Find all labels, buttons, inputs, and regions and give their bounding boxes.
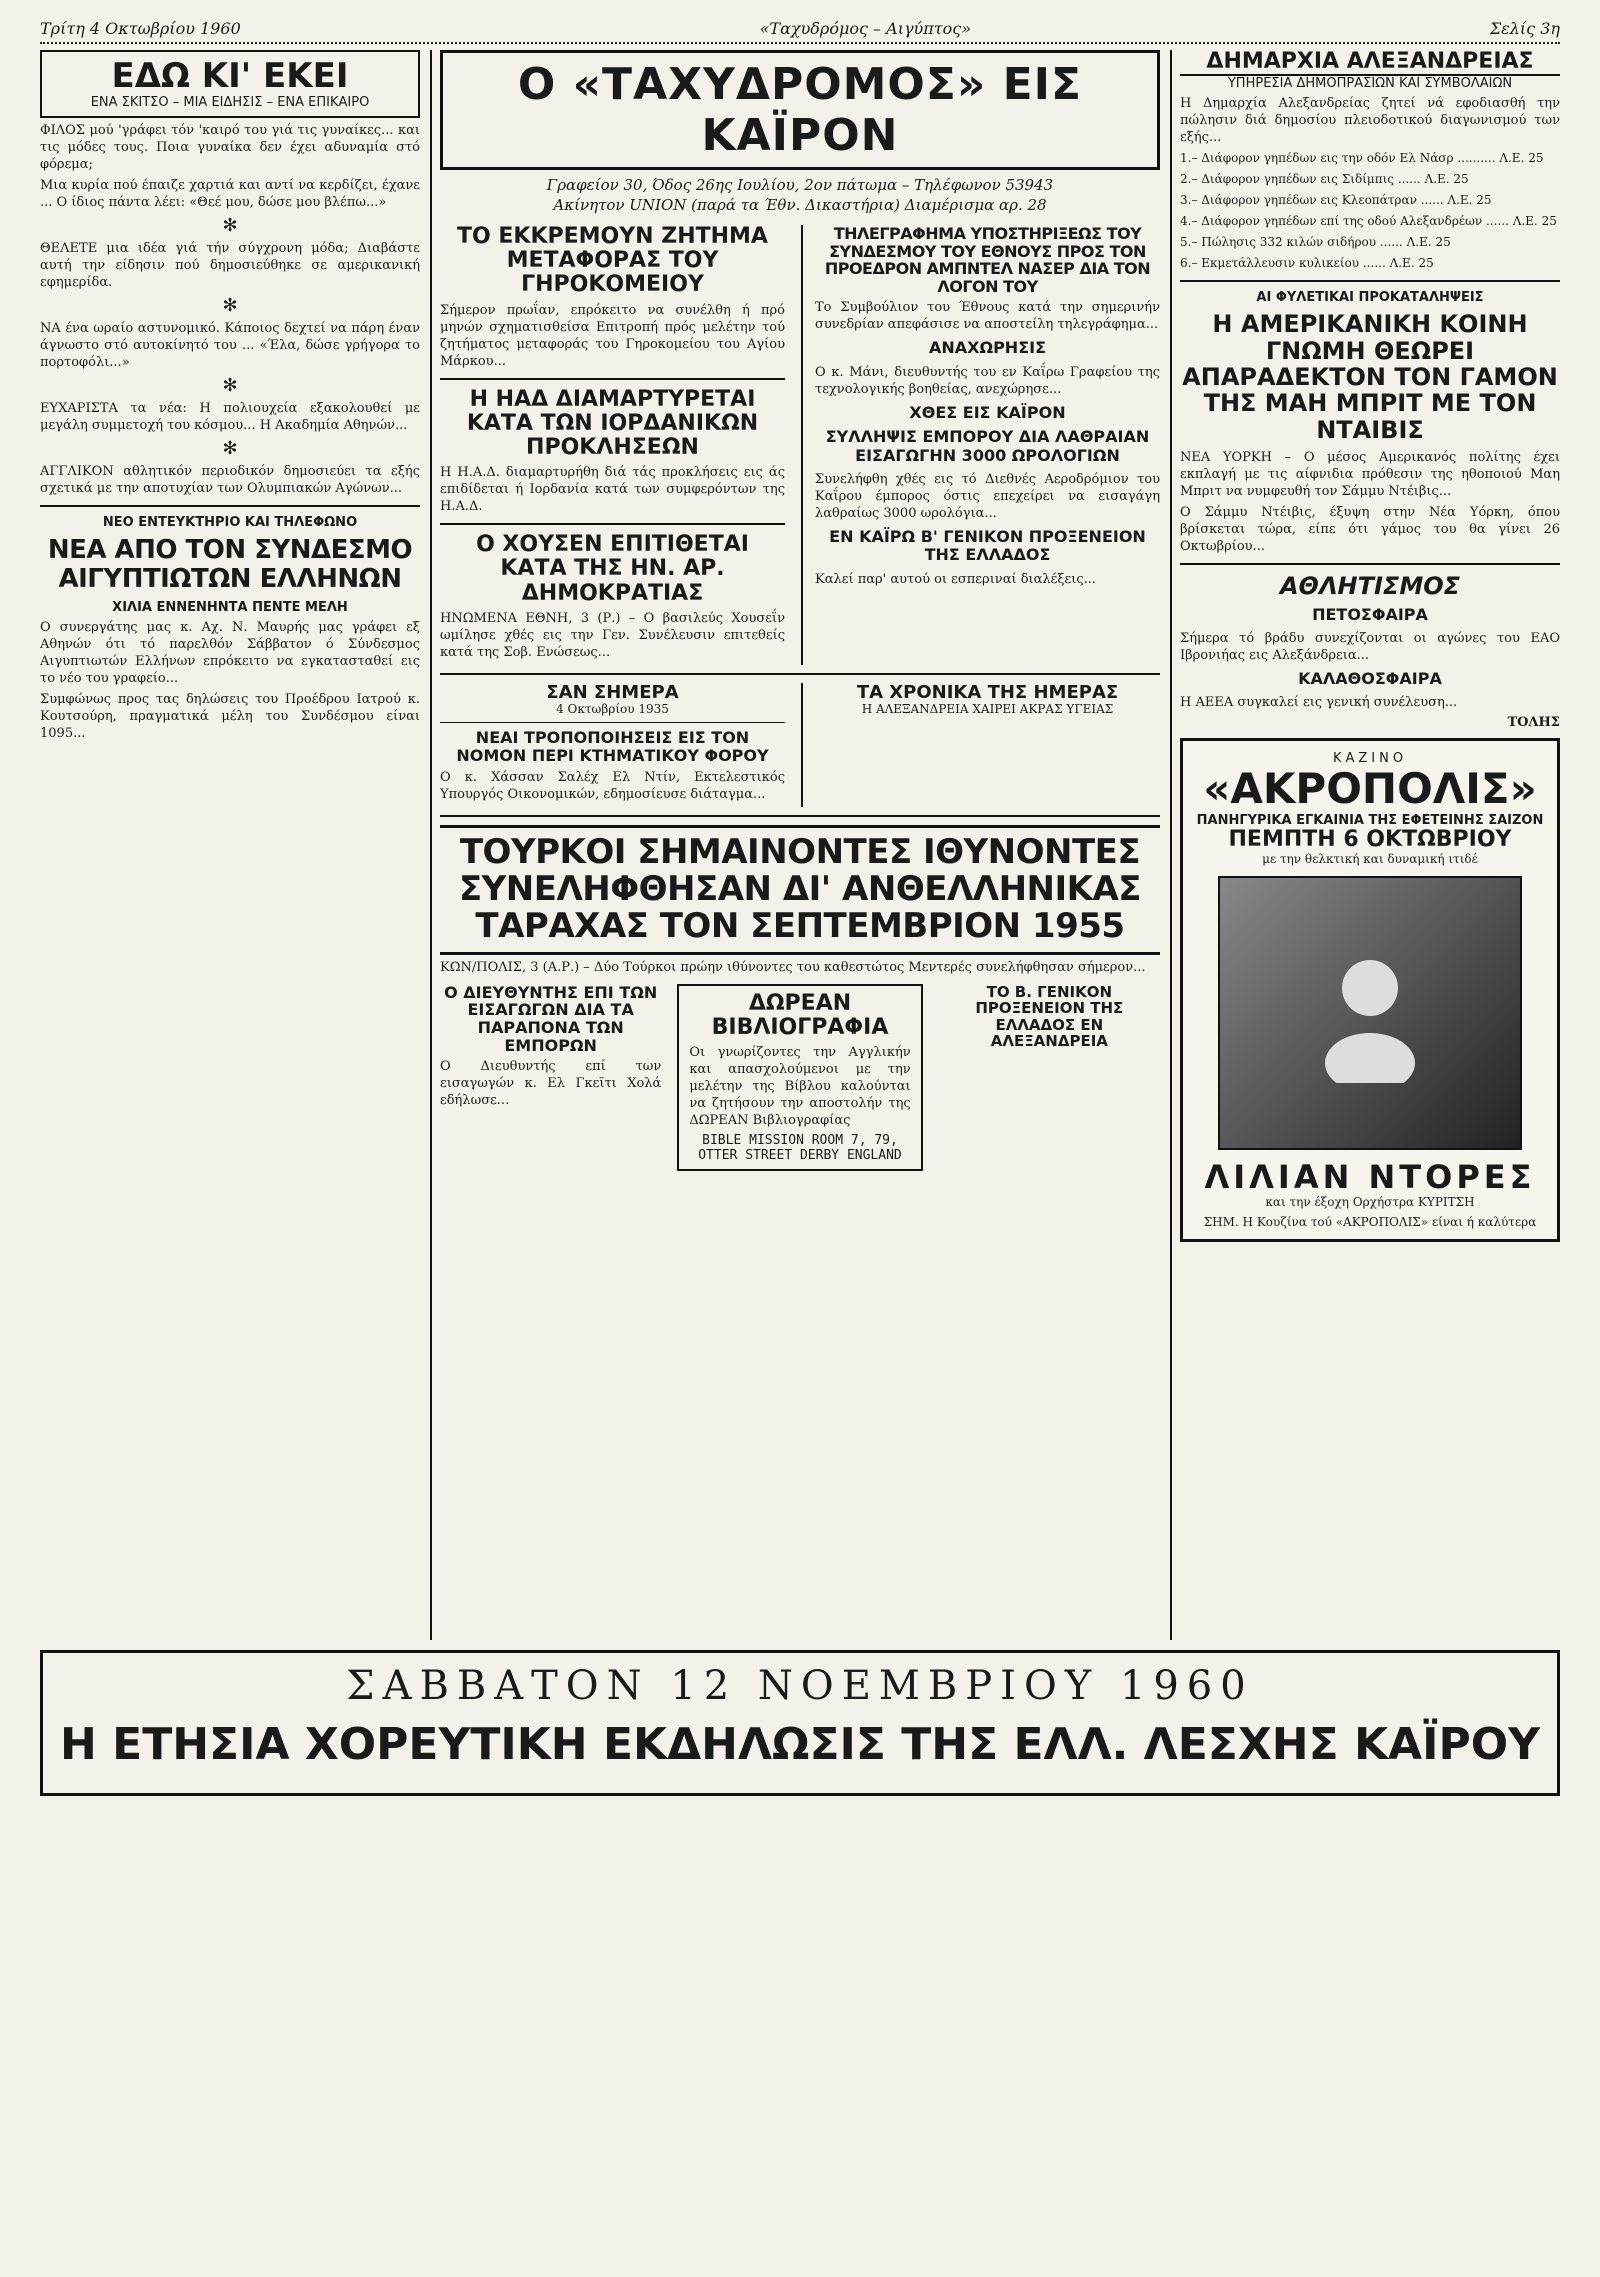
portrait-photo xyxy=(1218,876,1522,1150)
headline: Η ΗΑΔ ΔΙΑΜΑΡΤΥΡΕΤΑΙ ΚΑΤΑ ΤΩΝ ΙΟΡΔΑΝΙΚΩΝ ΠΡΟΚΛΗΣΕΩΝ xyxy=(466,386,759,460)
ad-bible xyxy=(677,984,922,1171)
paragraph: ΚΩΝ/ΠΟΛΙΣ, 3 (Α.Ρ.) – Δύο Τούρκοι πρώην ιθύνοντες του καθεστώτος Μεντερές συνελήφθησαν σήμερον... xyxy=(440,959,1146,975)
list-item: 1.– Διάφορον γηπέδων εις την οδόν Ελ Νάσρ .......... Λ.Ε. 25 xyxy=(1180,151,1544,166)
masthead-address-2: Ακίνητον UNION (παρά τα Έθν. Δικαστήρια) Διαμέρισμα αρ. 28 xyxy=(553,195,1047,214)
date-line: 4 Οκτωβρίου 1935 xyxy=(556,702,669,717)
paragraph: Ο κ. Μάνι, διευθυντής του εν Καΐρω Γραφείου της τεχνολογικής βοηθείας, ανεχώρησε... xyxy=(815,364,1160,397)
list-item: 2.– Διάφορον γηπέδων εις Σιδίμπις ...... Λ.Ε. 25 xyxy=(1180,172,1469,187)
headline: Η ΑΜΕΡΙΚΑΝΙΚΗ ΚΟΙΝΗ ΓΝΩΜΗ ΘΕΩΡΕΙ ΑΠΑΡΑΔΕΚΤΟΝ ΤΟΝ ΓΑΜΟΝ ΤΗΣ ΜΑΗ ΜΠΡΙΤ ΜΕ ΤΟΝ ΝΤΑΙΒΙΣ xyxy=(1182,310,1558,444)
kicker: ΑΙ ΦΥΛΕΤΙΚΑΙ ΠΡΟΚΑΤΑΛΗΨΕΙΣ xyxy=(1256,290,1484,306)
paragraph: ΗΝΩΜΕΝΑ ΕΘΝΗ, 3 (Ρ.) – Ο βασιλεύς Χουσεΐν ωμίλησε χθές εις την Γεν. Συνέλευσιν επιτεθείς κατά της Σοβ. Ενώσεως... xyxy=(440,610,785,660)
ad-note: ΣΗΜ. Η Κουζίνα τού «ΑΚΡΟΠΟΛΙΣ» είναι ή καλύτερα xyxy=(1203,1214,1537,1229)
headline: ΔΗΜΑΡΧΙΑ ΑΛΕΞΑΝΔΡΕΙΑΣ xyxy=(1180,50,1560,76)
signature: ΤΟΛΗΣ xyxy=(1507,715,1560,731)
ad-address: BIBLE MISSION ROOM 7, 79, OTTER STREET DERBY ENGLAND xyxy=(698,1133,902,1164)
ad-title: «ΑΚΡΟΠΟΛΙΣ» xyxy=(1203,764,1537,814)
paragraph: ΑΓΓΛΙΚΟΝ αθλητικόν περιοδικόν δημοσιεύει τα εξής σχετικά με την αποτυχίαν των Ολυμπιακών Αγώνων... xyxy=(40,464,420,497)
headline: ΤΗΛΕΓΡΑΦΗΜΑ ΥΠΟΣΤΗΡΙΞΕΩΣ ΤΟΥ ΣΥΝΔΕΣΜΟΥ ΤΟΥ ΕΘΝΟΥΣ ΠΡΟΣ ΤΟΝ ΠΡΟΕΔΡΟΝ ΑΜΠΝΤΕΛ ΝΑΣΕΡ ΔΙΑ ΤΟΝ ΛΟΓΟΝ ΤΟΥ xyxy=(824,224,1151,296)
headline: ΤΑ ΧΡΟΝΙΚΑ ΤΗΣ ΗΜΕΡΑΣ xyxy=(856,681,1119,703)
column-center xyxy=(440,50,1160,1640)
header-date: Τρίτη 4 Οκτωβρίου 1960 xyxy=(40,18,241,38)
column-left xyxy=(40,50,420,1640)
header-paper: «Ταχυδρόμος – Αιγύπτος» xyxy=(759,18,971,38)
headline: Ο ΧΟΥΣΕΝ ΕΠΙΤΙΘΕΤΑΙ ΚΑΤΑ ΤΗΣ ΗΝ. ΑΡ. ΔΗΜΟΚΡΑΤΙΑΣ xyxy=(476,532,749,606)
article-telegrafima xyxy=(801,225,1160,665)
section-subtitle: ΕΝΑ ΣΚΙΤΣΟ – ΜΙΑ ΕΙΔΗΣΙΣ – ΕΝΑ ΕΠΙΚΑΙΡΟ xyxy=(90,95,370,111)
bottom-banner xyxy=(40,1650,1560,1796)
subheadline: ΚΑΛΑΘΟΣΦΑΙΡΑ xyxy=(1298,668,1442,688)
subheadline: ΠΕΤΟΣΦΑΙΡΑ xyxy=(1312,604,1428,624)
section-edo-ki-ekei xyxy=(40,50,420,118)
paragraph: Καλεί παρ' αυτού οι εσπεριναί διαλέξεις... xyxy=(815,571,1097,587)
auction-list xyxy=(1180,150,1560,272)
ad-casino-acropolis xyxy=(1180,738,1560,1242)
masthead: Ο «ΤΑΧΥΔΡΟΜΟΣ» ΕΙΣ ΚΑΪΡΟΝ xyxy=(440,50,1160,170)
masthead-address: Γραφείον 30, Όδος 26ης Ιουλίου, 2ον πάτωμα – Τηλέφωνον 53943 xyxy=(546,176,1054,194)
paragraph: ΝΑ ένα ωραίο αστυνομικό. Κάποιος δεχτεί να πάρη έναν άγνωστο στό αυτοκίνητό του ... «Έλα, δώσε γρήγορα το πορτοφόλι...» xyxy=(40,321,420,371)
column-rule-1 xyxy=(430,50,432,1640)
ad-star: ΛΙΛΙΑΝ ΝΤΟΡΕΣ xyxy=(1204,1157,1536,1196)
paragraph: Ο συνεργάτης μας κ. Αχ. Ν. Μαυρής μας γράφει εξ Αθηνών ότι τό παρελθόν Σάββατον ό Σύνδεσμος Αιγυπτιωτών Ελλήνων επρόκειτο να εγκατασταθεί εις το νέο του γραφείο... xyxy=(40,619,420,686)
separator-icon: ✻ xyxy=(222,295,238,317)
headline: ΤΟ ΕΚΚΡΕΜΟΥΝ ΖΗΤΗΜΑ ΜΕΤΑΦΟΡΑΣ ΤΟΥ ΓΗΡΟΚΟΜΕΙΟΥ xyxy=(457,224,768,298)
headline: Ο ΔΙΕΥΘΥΝΤΗΣ ΕΠΙ ΤΩΝ ΕΙΣΑΓΩΓΩΝ ΔΙΑ ΤΑ ΠΑΡΑΠΟΝΑ ΤΩΝ ΕΜΠΟΡΩΝ xyxy=(444,982,658,1055)
article-dieuthyntis xyxy=(440,984,661,1171)
paragraph: Σήμερα τό βράδυ συνεχίζονται οι αγώνες του ΕΑΟ Ιβρονιήας εις Αλεξάνδρεια... xyxy=(1180,630,1560,663)
ad-kicker: ΚΑΖΙΝΟ xyxy=(1332,751,1408,767)
mid-articles xyxy=(440,683,1160,807)
ad-line: και την έξοχη Ορχήστρα ΚΥΡΙΤΣΗ xyxy=(1265,1194,1475,1209)
paragraph: Ο Διευθυντής επί των εισαγωγών κ. Ελ Γκεϊτι Χολά εδήλωσε... xyxy=(440,1059,662,1109)
headline: ΝΕΑΙ ΤΡΟΠΟΠΟΙΗΣΕΙΣ ΕΙΣ ΤΟΝ ΝΟΜΟΝ ΠΕΡΙ ΚΤΗΜΑΤΙΚΟΥ ΦΟΡΟΥ xyxy=(456,728,769,766)
headline: ΣΥΛΛΗΨΙΣ ΕΜΠΟΡΟΥ ΔΙΑ ΛΑΘΡΑΙΑΝ ΕΙΣΑΓΩΓΗΝ 3000 ΩΡΟΛΟΓΙΩΝ xyxy=(825,427,1150,465)
separator-icon: ✻ xyxy=(222,375,238,397)
ad-line: ΠΑΝΗΓΥΡΙΚΑ ΕΓΚΑΙΝΙΑ ΤΗΣ ΕΦΕΤΕΙΝΗΣ ΣΑΙΖΟΝ xyxy=(1196,812,1544,828)
paragraph: Ο κ. Χάσσαν Σαλέχ Ελ Ντίν, Εκτελεστικός Υπουργός Οικονομικών, εδημοσίευσε διάταγμα... xyxy=(440,769,785,802)
list-item: 5.– Πώλησις 332 κιλών σιδήρου ...... Λ.Ε. 25 xyxy=(1180,235,1451,250)
paragraph: ΝΕΑ ΥΟΡΚΗ – Ο μέσος Αμερικανός πολίτης έχει εκπλαγή με τις αίφνιδια πρόθεσιν της ηθοποιού Μαη Μπριτ να νυμφευθή τον Σάμμυ Ντέιβις... xyxy=(1180,450,1560,500)
banner-title: Η ΕΤΗΣΙΑ ΧΟΡΕΥΤΙΚΗ ΕΚΔΗΛΩΣΙΣ ΤΗΣ ΕΛΛ. ΛΕΣΧΗΣ ΚΑΪΡΟΥ xyxy=(60,1719,1540,1770)
list-item: 3.– Διάφορον γηπέδων εις Κλεοπάτραν ...... Λ.Ε. 25 xyxy=(1180,193,1492,208)
article-proxeneio-alex xyxy=(939,984,1160,1171)
list-item: 4.– Διάφορον γηπέδων επί της οδού Αλεξανδρέων ...... Λ.Ε. 25 xyxy=(1180,214,1557,229)
separator-icon: ✻ xyxy=(222,215,238,237)
running-header xyxy=(40,14,1560,44)
paragraph: Μια κυρία πού έπαιζε χαρτιά και αντί να κερδίζει, έχανε ... Ο ίδιος πάντα λέει: «Θεέ μου, δώσε μου βλέπω...» xyxy=(40,178,420,211)
list-item: 6.– Εκμετάλλευσιν κυλικείου ...... Λ.Ε. 25 xyxy=(1180,256,1434,271)
headline: ΣΑΝ ΣΗΜΕΡΑ xyxy=(546,681,679,703)
column-right xyxy=(1180,50,1560,1640)
article-kicker: ΝΕΟ ΕΝΤΕΥΚΤΗΡΙΟ ΚΑΙ ΤΗΛΕΦΩΝΟ xyxy=(102,515,358,531)
article-subhead: ΧΙΛΙΑ ΕΝΝΕΝΗΝΤΑ ΠΕΝΤΕ ΜΕΛΗ xyxy=(112,599,348,615)
banner-date: ΣΑΒΒΑΤΟΝ 12 ΝΟΕΜΒΡΙΟΥ 1960 xyxy=(346,1663,1254,1709)
headline: ΑΝΑΧΩΡΗΣΙΣ xyxy=(928,338,1047,358)
headline: ΧΘΕΣ ΕΙΣ ΚΑΪΡΟΝ xyxy=(909,402,1066,422)
headline: ΕΝ ΚΑΪΡΩ Β' ΓΕΝΙΚΟΝ ΠΡΟΞΕΝΕΙΟΝ ΤΗΣ ΕΛΛΑΔΟΣ xyxy=(829,526,1146,565)
bottom-articles xyxy=(440,984,1160,1171)
article-headline: ΝΕΑ ΑΠΟ ΤΟΝ ΣΥΝΔΕΣΜΟ ΑΙΓΥΠΤΙΩΤΩΝ ΕΛΛΗΝΩΝ xyxy=(47,535,413,594)
paragraph: Το Συμβούλιον του Έθνους κατά την σημερινήν συνεδρίαν απεφάσισε να αποστείλη τηλεγράφημα... xyxy=(815,300,1160,333)
header-page: Σελίς 3η xyxy=(1489,18,1560,38)
paragraph: Η Δημαρχία Αλεξανδρείας ζητεί νά εφοδιασθή την πώλησιν διά δημοσίου πλειοδοτικού διαγωνισμού των εξής... xyxy=(1180,96,1560,146)
paragraph: Η ΑΕΕΑ συγκαλεί εις γενική συνέλευση... xyxy=(1180,695,1458,711)
subheadline: Η ΑΛΕΞΑΝΔΡΕΙΑ ΧΑΙΡΕΙ ΑΚΡΑΣ ΥΓΕΙΑΣ xyxy=(861,702,1114,717)
paragraph: Η Η.Α.Δ. διαμαρτυρήθη διά τάς προκλήσεις εις άς επιδίδεται ή Ιορδανία κατά των συμφερόντων της Η.Α.Δ. xyxy=(440,465,785,515)
ad-text: Οι γνωρίζοντες την Αγγλικήν και απασχολούμενοι με την μελέτην της Βίβλου καλούνται να ζητήσουν την αποστολήν της ΔΩΡΕΑΝ Βιβλιογραφίας xyxy=(689,1045,911,1129)
ad-line: ΠΕΜΠΤΗ 6 ΟΚΤΩΒΡΙΟΥ xyxy=(1228,826,1512,852)
top-articles xyxy=(440,225,1160,665)
article-gerokomeio xyxy=(440,225,785,665)
headline: ΤΟ Β. ΓΕΝΙΚΟΝ ΠΡΟΞΕΝΕΙΟΝ ΤΗΣ ΕΛΛΑΔΟΣ ΕΝ ΑΛΕΞΑΝΔΡΕΙΑ xyxy=(975,982,1124,1051)
separator-icon: ✻ xyxy=(222,438,238,460)
section-sport: ΑΘΛΗΤΙΣΜΟΣ xyxy=(1279,572,1460,601)
paragraph: Ο Σάμμυ Ντέιβις, έξυψη στην Νέα Υόρκη, όπου βρίσκεται τώρα, είπε ότι γάμος του θα γίνει 26 Οκτωβρίου... xyxy=(1180,505,1560,555)
ad-title: ΔΩΡΕΑΝ ΒΙΒΛΙΟΓΡΑΦΙΑ xyxy=(711,990,889,1041)
person-icon xyxy=(1310,943,1430,1083)
paragraph: ΕΥΧΑΡΙΣΤΑ τα νέα: Η πολιουχεία εξακολουθεί με μεγάλη συμμετοχή του κόσμου... Η Ακαδημία Αθηνών... xyxy=(40,401,420,434)
main-headline: ΤΟΥΡΚΟΙ ΣΗΜΑΙΝΟΝΤΕΣ ΙΘΥΝΟΝΤΕΣ ΣΥΝΕΛΗΦΘΗΣΑΝ ΔΙ' ΑΝΘΕΛΛΗΝΙΚΑΣ ΤΑΡΑΧΑΣ ΤΟΝ ΣΕΠΤΕΜΒΡΙΟΝ 1955 xyxy=(440,825,1160,955)
section-title: ΕΔΩ ΚΙ' ΕΚΕΙ xyxy=(111,56,349,96)
column-rule-2 xyxy=(1170,50,1172,1640)
article-chronika xyxy=(801,683,1160,807)
paragraph: ΦΙΛΟΣ μού 'γράφει τόν 'καιρό του γιά τις γυναίκες... και τις μόδες τους. Ποια γυναίκα δεν έχει αδυναμία στό φόρεμα; xyxy=(40,123,420,173)
masthead-info xyxy=(440,176,1160,215)
subheadline: ΥΠΗΡΕΣΙΑ ΔΗΜΟΠΡΑΣΙΩΝ ΚΑΙ ΣΥΜΒΟΛΑΙΩΝ xyxy=(1227,76,1513,92)
paragraph: Συμφώνως προς τας δηλώσεις του Προέδρου Ιατρού κ. Κουτσούρη, πραγματικά μέλη του Συνδέσμου είναι 1095... xyxy=(40,691,420,741)
paragraph: Συνελήφθη χθές εις τό Διεθνές Αεροδρόμιον του Καΐρου έμπορος όστις επεχείρει να εισαγάγη λαθραίως 3000 ωρολόγια... xyxy=(815,471,1160,521)
ad-line: με την θελκτική και δυναμική ιτιδέ xyxy=(1262,851,1478,866)
paragraph: ΘΕΛΕΤΕ μια ιδέα γιά τήν σύγχρονη μόδα; Διαβάστε αυτή την είδησιν πού δημοσιεύθηκε σε αμερικανική εφημερίδα. xyxy=(40,241,420,291)
paragraph: Σήμερον πρωΐαν, επρόκειτο να συνέλθη ή πρό μηνών σχηματισθείσα Επιτροπή πρός μελέτην τού ζητήματος μεταφοράς του Γηροκομείου του Αγίου Μάρκου... xyxy=(440,302,785,369)
article-san-simera xyxy=(440,683,785,807)
